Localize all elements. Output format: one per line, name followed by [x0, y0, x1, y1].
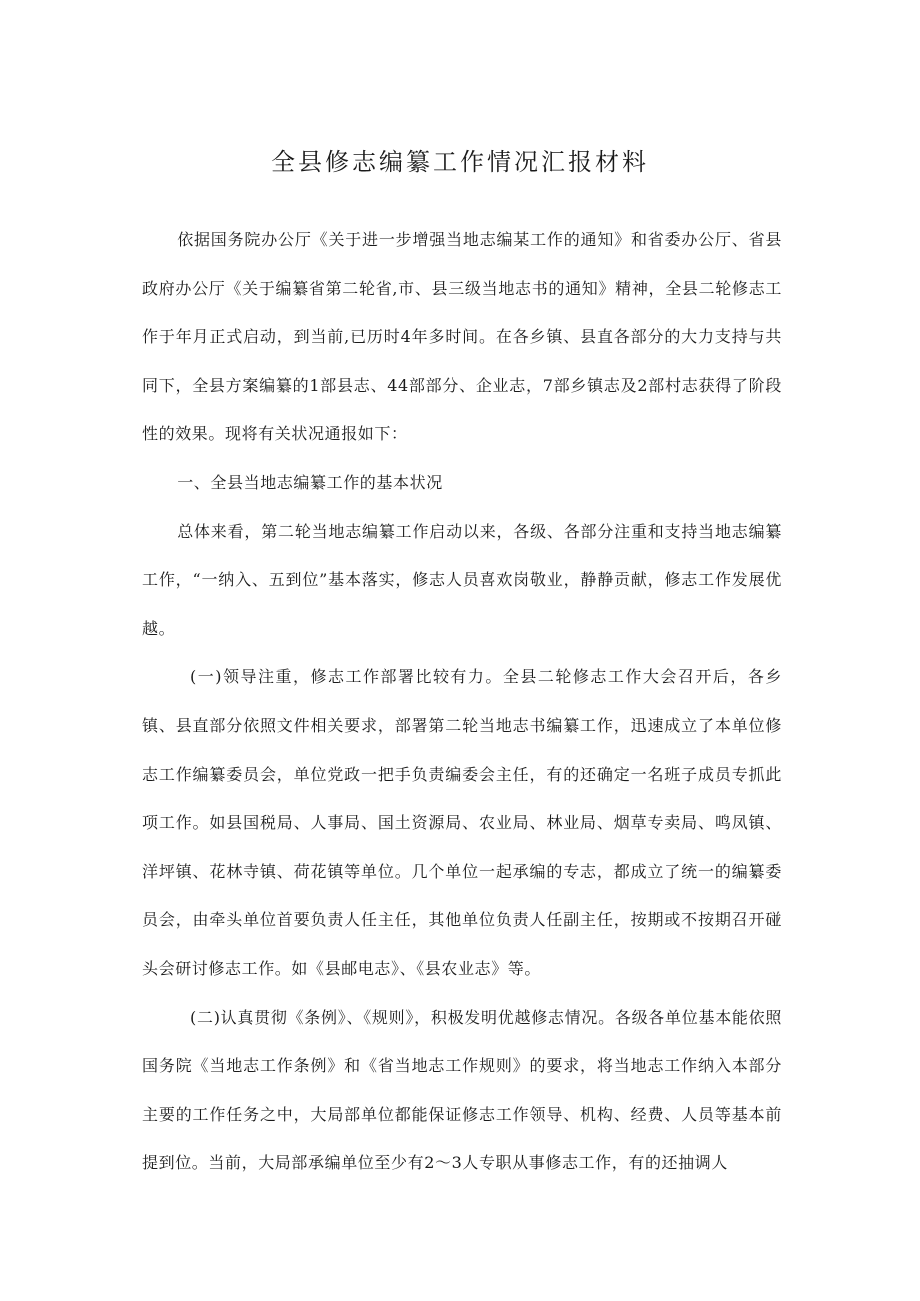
- intro-paragraph: 依据国务院办公厅《关于进一步增强当地志编某工作的通知》和省委办公厅、省县政府办公厅《关于编纂省第二轮省,市、县三级当地志书的通知》精神，全县二轮修志工作于年月正式启动，到当前,已历时4年多时间。在各乡镇、县直各部分的大力支持与共同下，全县方案编纂的1部县志、44部部分、企业志，7部乡镇志及2部村志获得了阶段性的效果。现将有关状况通报如下：: [142, 230, 782, 444]
- document-body: [142, 216, 782, 1188]
- subsection-2-paragraph: (二)认真贯彻《条例》、《规则》，积极发明优越修志情况。各级各单位基本能依照国务院《当地志工作条例》和《省当地志工作规则》的要求，将当地志工作纳入本部分主要的工作任务之中，大局部单位都能保证修志工作领导、机构、经费、人员等基本前提到位。当前，大局部承编单位至少有2～3人专职从事修志工作，有的还抽调人: [142, 1007, 782, 1173]
- section-heading-1: 一、全县当地志编纂工作的基本状况: [177, 472, 443, 492]
- overview-paragraph: 总体来看，第二轮当地志编纂工作启动以来，各级、各部分注重和支持当地志编纂工作，“一纳入、五到位”基本落实，修志人员喜欢岗敬业，静静贡献，修志工作发展优越。: [142, 521, 782, 638]
- document-title: 全县修志编纂工作情况汇报材料: [271, 148, 649, 176]
- subsection-1-paragraph: (一)领导注重，修志工作部署比较有力。全县二轮修志工作大会召开后，各乡镇、县直部分依照文件相关要求，部署第二轮当地志书编纂工作，迅速成立了本单位修志工作编纂委员会，单位党政一把手负责编委会主任，有的还确定一名班子成员专抓此项工作。如县国税局、人事局、国土资源局、农业局、林业局、烟草专卖局、鸣凤镇、洋坪镇、花林寺镇、荷花镇等单位。几个单位一起承编的专志，都成立了统一的编纂委员会，由牵头单位首要负责人任主任，其他单位负责人任副主任，按期或不按期召开碰头会研讨修志工作。如《县邮电志》、《县农业志》等。: [142, 667, 782, 978]
